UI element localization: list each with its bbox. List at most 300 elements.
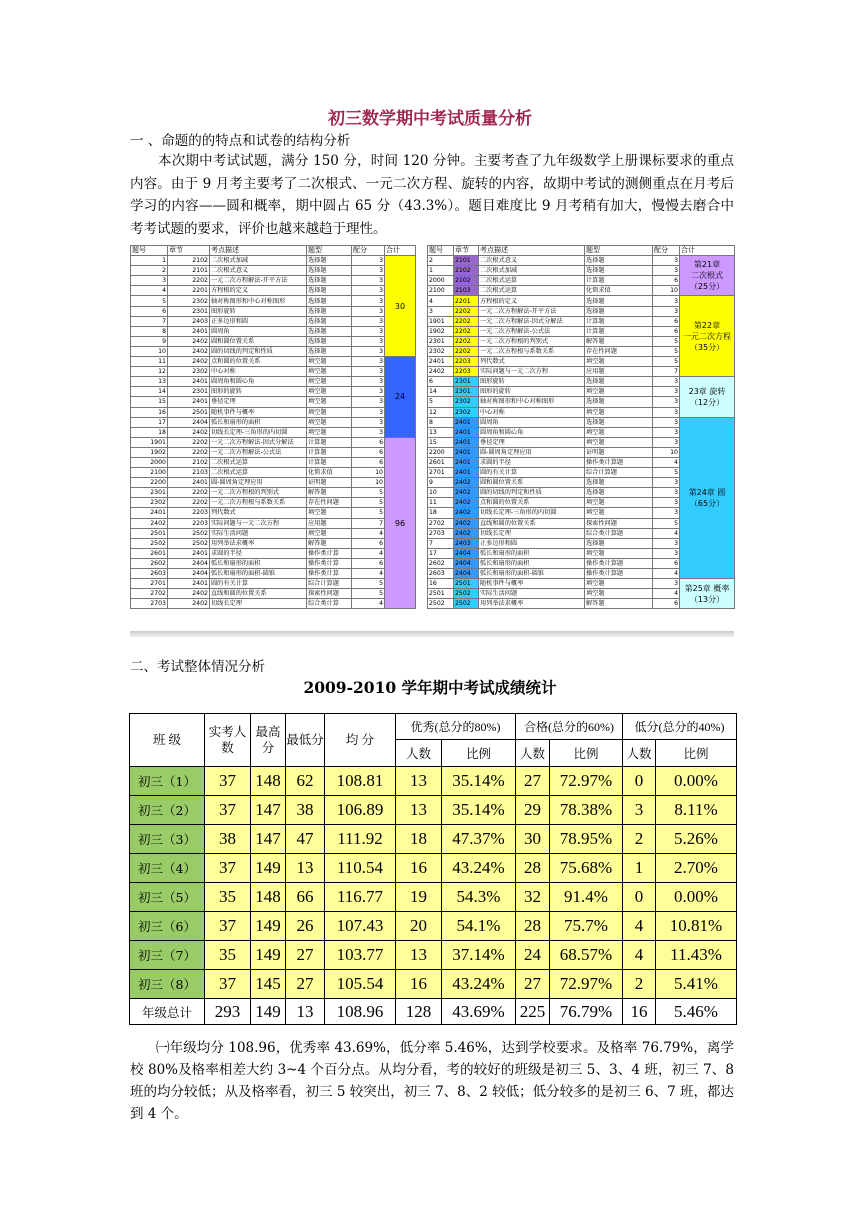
chapter-code: 2402: [454, 508, 479, 518]
excellent-ratio: 37.14%: [442, 941, 516, 970]
average-score: 107.43: [325, 912, 396, 941]
pass-count: 28: [516, 912, 550, 941]
question-row: [131, 498, 416, 508]
max-score: 149: [251, 854, 286, 883]
chapter-code: 2302: [168, 367, 210, 377]
question-row: [131, 397, 416, 407]
chapter-code: 2103: [168, 468, 210, 478]
question-number: 2702: [428, 518, 454, 528]
question-type: 填空题: [307, 407, 352, 417]
question-number: 14: [428, 387, 454, 397]
chapter-subtotal: [680, 256, 735, 296]
question-number: 2703: [131, 599, 168, 609]
question-type: 解答题: [307, 488, 352, 498]
question-row: [131, 306, 416, 316]
topic: 垂径定理: [210, 397, 307, 407]
chapter-code: 2202: [168, 437, 210, 447]
chapter-code: 2301: [168, 306, 210, 316]
points: 3: [352, 336, 385, 346]
pass-count: 28: [516, 854, 550, 883]
question-number: 2301: [131, 488, 168, 498]
topic: 用列举法求概率: [479, 599, 585, 609]
topic: 实际问题与一元二次方程: [210, 518, 307, 528]
student-count: 293: [205, 999, 251, 1025]
question-row: [428, 377, 735, 387]
points: 3: [352, 306, 385, 316]
chapter-subtotal-line: 第24章 圆: [688, 487, 726, 497]
question-type: 计算题: [585, 276, 653, 286]
subheader-ratio: 比例: [656, 740, 737, 767]
question-type: 选择题: [585, 478, 653, 488]
question-number: 2702: [131, 589, 168, 599]
pass-ratio: 72.97%: [550, 970, 623, 999]
topic: 直线和圆的位置关系: [210, 589, 307, 599]
points: 3: [352, 427, 385, 437]
points: 10: [653, 447, 680, 457]
question-type: 选择题: [307, 346, 352, 356]
min-score: 13: [286, 999, 325, 1025]
class-name: 年级总计: [130, 999, 205, 1025]
points: 4: [352, 528, 385, 538]
student-count: 37: [205, 854, 251, 883]
score-statistics-table: [129, 713, 737, 1025]
intro-paragraph: 本次期中考试试题，满分 150 分，时间 120 分钟。主要考查了九年级数学上册课标要求的重点内容。由于 9 月考主要考了二次根式、一元二次方程、旋转的内容，故期中考试的测侧重点在月考后学习的内容——圆和概率，期中圆占 65 分（43.3%）。题目难度比 9 月考稍有加大，慢慢去磨合中考考试题的要求，评价也越来越趋于理性。: [130, 153, 734, 237]
question-type: 选择题: [585, 256, 653, 266]
question-row: [428, 579, 735, 589]
chapter-subtotal-line: （12分）: [689, 397, 725, 407]
topic: 中心对称: [210, 367, 307, 377]
header-min: 最低分: [286, 714, 325, 767]
chapter-code: 2101: [454, 256, 479, 266]
pass-count: 32: [516, 883, 550, 912]
question-number: 2601: [428, 457, 454, 467]
pass-ratio: 75.7%: [550, 912, 623, 941]
chapter-code: 2202: [454, 336, 479, 346]
question-row: [131, 387, 416, 397]
points: 5: [653, 468, 680, 478]
question-type: 应用题: [585, 367, 653, 377]
points: 3: [352, 276, 385, 286]
question-number: 2402: [428, 367, 454, 377]
pass-count: 24: [516, 941, 550, 970]
student-count: 35: [205, 941, 251, 970]
points: 3: [653, 256, 680, 266]
question-number: 9: [428, 478, 454, 488]
chapter-code: 2403: [168, 316, 210, 326]
question-type: 操作类计算题: [585, 569, 653, 579]
student-count: 37: [205, 796, 251, 825]
excellent-count: 13: [396, 767, 442, 796]
low-count: 0: [623, 767, 656, 796]
question-number: 17: [428, 548, 454, 558]
topic: 切线长定理-三角形的内切圆: [479, 508, 585, 518]
column-header: 配分: [352, 246, 385, 256]
chapter-code: 2401: [168, 397, 210, 407]
section-1-heading: 一 、命题的的特点和试卷的结构分析: [130, 133, 351, 149]
min-score: 13: [286, 854, 325, 883]
question-type: 填空题: [585, 357, 653, 367]
excellent-count: 20: [396, 912, 442, 941]
excellent-ratio: 54.1%: [442, 912, 516, 941]
question-type: 填空题: [585, 579, 653, 589]
question-number: 16: [131, 407, 168, 417]
question-number: 1902: [428, 326, 454, 336]
section-2-heading: 二、考试整体情况分析: [130, 659, 265, 675]
excellent-ratio: 43.24%: [442, 970, 516, 999]
chapter-subtotal-line: （35分）: [689, 342, 725, 352]
topic: 二次根式加减: [210, 256, 307, 266]
question-row: [428, 256, 735, 266]
points: 3: [352, 367, 385, 377]
max-score: 149: [251, 999, 286, 1025]
points: 5: [352, 579, 385, 589]
question-number: 2302: [131, 498, 168, 508]
points: 5: [653, 357, 680, 367]
low-ratio: 5.41%: [656, 970, 737, 999]
chapter-subtotal: [680, 296, 735, 377]
question-row: [131, 377, 416, 387]
question-number: 11: [131, 357, 168, 367]
pass-ratio: 78.38%: [550, 796, 623, 825]
question-number: 8: [131, 326, 168, 336]
points: 3: [352, 387, 385, 397]
average-score: 106.89: [325, 796, 396, 825]
topic: 用列举法求概率: [210, 538, 307, 548]
question-number: 15: [131, 397, 168, 407]
question-type: 选择题: [585, 397, 653, 407]
question-row: [131, 569, 416, 579]
chapter-code: 2201: [168, 286, 210, 296]
average-score: 111.92: [325, 825, 396, 854]
question-type: 填空题: [585, 589, 653, 599]
excellent-count: 18: [396, 825, 442, 854]
points: 6: [653, 558, 680, 568]
chapter-code: 2101: [168, 266, 210, 276]
question-row: [131, 417, 416, 427]
topic: 求圆的半径: [210, 548, 307, 558]
chapter-code: 2401: [168, 478, 210, 488]
low-count: 2: [623, 970, 656, 999]
chapter-code: 2401: [168, 548, 210, 558]
low-count: 4: [623, 941, 656, 970]
topic: 实际生活问题: [210, 528, 307, 538]
topic: 圆的切线的判定和性质: [210, 346, 307, 356]
question-number: 2501: [131, 528, 168, 538]
points: 6: [352, 538, 385, 548]
question-type: 选择题: [307, 266, 352, 276]
question-type: 解答题: [307, 538, 352, 548]
points: 10: [653, 286, 680, 296]
question-number: 1: [131, 256, 168, 266]
question-table-by-chapter: [427, 245, 735, 609]
low-ratio: 0.00%: [656, 883, 737, 912]
question-type: 证明题: [585, 447, 653, 457]
class-name: 初三（4）: [130, 854, 205, 883]
points: 4: [352, 548, 385, 558]
pass-ratio: 91.4%: [550, 883, 623, 912]
topic: 一元二次方程根的判别式: [210, 488, 307, 498]
topic: 列代数式: [479, 357, 585, 367]
table-image-bottom-edge: [130, 631, 734, 637]
column-header: 合计: [385, 246, 416, 256]
class-row: [130, 883, 737, 912]
excellent-ratio: 35.14%: [442, 767, 516, 796]
question-number: 10: [428, 488, 454, 498]
question-type: 综合类计算: [307, 599, 352, 609]
question-number: 2401: [131, 508, 168, 518]
question-number: 7: [428, 538, 454, 548]
question-type: 选择题: [307, 336, 352, 346]
column-header: 题号: [131, 246, 168, 256]
points: 5: [352, 488, 385, 498]
chapter-subtotal-line: 23章 旋转: [688, 386, 726, 396]
topic: 弧长和扇形的面积-圆锥: [210, 569, 307, 579]
chapter-code: 2203: [168, 508, 210, 518]
question-type: 计算题: [585, 316, 653, 326]
class-row: [130, 796, 737, 825]
chapter-code: 2401: [168, 377, 210, 387]
question-type: 填空题: [585, 437, 653, 447]
question-number: 7: [131, 316, 168, 326]
points: 3: [653, 417, 680, 427]
question-number: 2603: [131, 569, 168, 579]
question-number: 5: [131, 296, 168, 306]
topic: 二次根式运算: [479, 286, 585, 296]
chapter-code: 2202: [168, 447, 210, 457]
points: 6: [653, 316, 680, 326]
question-type: 选择题: [585, 417, 653, 427]
question-number: 2301: [428, 336, 454, 346]
topic: 弧长和扇形的面积: [479, 558, 585, 568]
header-excellent: 优秀(总分的80%): [396, 714, 516, 740]
points: 3: [352, 407, 385, 417]
question-type: 填空题: [307, 367, 352, 377]
question-type: 计算题: [307, 457, 352, 467]
topic: 二次根式运算: [210, 457, 307, 467]
question-type: 计算题: [307, 447, 352, 457]
low-ratio: 0.00%: [656, 767, 737, 796]
points: 4: [653, 528, 680, 538]
chapter-code: 2402: [454, 498, 479, 508]
points: 3: [653, 407, 680, 417]
min-score: 26: [286, 912, 325, 941]
topic: 弧长和扇形的面积: [479, 548, 585, 558]
question-type: 解答题: [585, 336, 653, 346]
pass-ratio: 68.57%: [550, 941, 623, 970]
chapter-code: 2402: [454, 518, 479, 528]
pass-count: 29: [516, 796, 550, 825]
topic: 正多边形和圆: [479, 538, 585, 548]
points: 3: [352, 417, 385, 427]
question-number: 9: [131, 336, 168, 346]
chapter-code: 2202: [168, 488, 210, 498]
topic: 切线长定理: [210, 599, 307, 609]
topic: 中心对称: [479, 407, 585, 417]
question-type: 选择题: [307, 276, 352, 286]
points: 3: [352, 256, 385, 266]
question-number: 2000: [131, 457, 168, 467]
question-number: 2000: [428, 276, 454, 286]
question-row: [131, 437, 416, 447]
question-number: 1901: [428, 316, 454, 326]
chapter-code: 2401: [454, 437, 479, 447]
question-table-by-number: [130, 245, 416, 609]
points: 3: [352, 316, 385, 326]
question-number: 14: [131, 387, 168, 397]
chapter-subtotal-line: 一元二次方程: [683, 331, 731, 341]
chapter-code: 2401: [168, 579, 210, 589]
question-type: 填空题: [307, 377, 352, 387]
question-row: [131, 548, 416, 558]
chapter-code: 2402: [454, 478, 479, 488]
chapter-code: 2401: [454, 468, 479, 478]
points: 3: [352, 357, 385, 367]
points: 10: [352, 478, 385, 488]
low-ratio: 5.26%: [656, 825, 737, 854]
subheader-count: 人数: [516, 740, 550, 767]
topic: 二次根式意义: [479, 256, 585, 266]
question-number: 2200: [428, 447, 454, 457]
question-row: [131, 286, 416, 296]
question-row: [131, 346, 416, 356]
topic: 弧长和扇形的面积-圆锥: [479, 569, 585, 579]
topic: 弧长和扇形的面积: [210, 558, 307, 568]
chapter-code: 2404: [454, 569, 479, 579]
chapter-code: 2201: [454, 296, 479, 306]
topic: 一元二次方程解法-开平方法: [210, 276, 307, 286]
chapter-code: 2202: [454, 316, 479, 326]
class-row: [130, 941, 737, 970]
question-type: 选择题: [307, 306, 352, 316]
points: 4: [653, 569, 680, 579]
header-class: 班 级: [130, 714, 205, 767]
class-row: [130, 767, 737, 796]
student-count: 37: [205, 767, 251, 796]
question-number: 3: [428, 306, 454, 316]
points: 3: [653, 538, 680, 548]
class-name: 初三（2）: [130, 796, 205, 825]
question-type: 填空题: [307, 508, 352, 518]
chapter-subtotal-line: 二次根式: [691, 271, 723, 281]
topic: 切线长定理: [479, 528, 585, 538]
average-score: 108.81: [325, 767, 396, 796]
question-type: 应用题: [307, 518, 352, 528]
chapter-code: 2502: [168, 528, 210, 538]
question-row: [131, 296, 416, 306]
header-avg: 均 分: [325, 714, 396, 767]
chapter-code: 2202: [454, 326, 479, 336]
excellent-count: 128: [396, 999, 442, 1025]
low-ratio: 8.11%: [656, 796, 737, 825]
topic: 图形的旋转: [479, 387, 585, 397]
student-count: 37: [205, 912, 251, 941]
question-number: 2701: [428, 468, 454, 478]
chapter-code: 2501: [454, 579, 479, 589]
grade-total-row: [130, 999, 737, 1025]
subtotal-fill: 24: [385, 357, 416, 438]
chapter-code: 2404: [454, 548, 479, 558]
chapter-code: 2402: [168, 336, 210, 346]
class-row: [130, 970, 737, 999]
column-header: 考点描述: [210, 246, 307, 256]
question-row: [131, 599, 416, 609]
min-score: 47: [286, 825, 325, 854]
question-number: 18: [131, 427, 168, 437]
header-pass: 合格(总分的60%): [516, 714, 623, 740]
chapter-code: 2502: [454, 589, 479, 599]
question-number: 2502: [428, 599, 454, 609]
topic: 二次根式运算: [479, 276, 585, 286]
column-header: 题型: [307, 246, 352, 256]
question-row: [131, 367, 416, 377]
column-header: 合计: [680, 246, 735, 256]
analysis-paragraph: ㈠年级均分 108.96，优秀率 43.69%，低分率 5.46%，达到学校要求。及格率 76.79%，离学校 80%及格率相差大约 3~4 个百分点。从均分看，考的较好的班级是初三 5、3、4 班，初三 7、8 班的均分较低；从及格率看，初三 5 较突出，初三 7、8、2 较低；低分较多的是初三 6、7 班，都达到 4 个。: [130, 1040, 734, 1122]
question-number: 2100: [428, 286, 454, 296]
chapter-code: 2203: [454, 367, 479, 377]
class-name: 初三（8）: [130, 970, 205, 999]
class-name: 初三（1）: [130, 767, 205, 796]
question-number: 1: [428, 266, 454, 276]
topic: 二次根式加减: [479, 266, 585, 276]
question-row: [131, 579, 416, 589]
topic: 圆的切线的判定和性质: [479, 488, 585, 498]
topic: 一元二次方程解法-因式分解法: [479, 316, 585, 326]
topic: 圆的有关计算: [479, 468, 585, 478]
column-header: 章节: [168, 246, 210, 256]
question-number: 11: [428, 498, 454, 508]
average-score: 110.54: [325, 854, 396, 883]
question-type: 化简求值: [307, 468, 352, 478]
topic: 列代数式: [210, 508, 307, 518]
topic: 弧长和扇形的面积: [210, 417, 307, 427]
question-number: 5: [428, 397, 454, 407]
chapter-code: 2301: [454, 387, 479, 397]
points: 3: [653, 437, 680, 447]
pass-ratio: 75.68%: [550, 854, 623, 883]
header-low: 低分(总分的40%): [623, 714, 737, 740]
question-row: [131, 508, 416, 518]
question-row: [131, 518, 416, 528]
topic: 垂径定理: [479, 437, 585, 447]
points: 3: [653, 488, 680, 498]
pass-ratio: 76.79%: [550, 999, 623, 1025]
points: 6: [352, 447, 385, 457]
chapter-code: 2402: [454, 488, 479, 498]
max-score: 149: [251, 912, 286, 941]
question-row: [131, 538, 416, 548]
question-type: 选择题: [307, 256, 352, 266]
topic: 方程根的定义: [210, 286, 307, 296]
low-ratio: 2.70%: [656, 854, 737, 883]
chapter-code: 2302: [168, 296, 210, 306]
excellent-ratio: 43.24%: [442, 854, 516, 883]
chapter-code: 2401: [168, 326, 210, 336]
topic: 圆-圆周角定理应用: [210, 478, 307, 488]
topic: 圆和圆位置关系: [479, 478, 585, 488]
question-type: 填空题: [585, 548, 653, 558]
class-row: [130, 825, 737, 854]
points: 5: [352, 498, 385, 508]
class-row: [130, 912, 737, 941]
chapter-subtotal: [680, 579, 735, 609]
column-header: 考点描述: [479, 246, 585, 256]
subtotal-answer: 96: [385, 437, 416, 609]
topic: 轴对称图形和中心对称图形: [479, 397, 585, 407]
question-number: 17: [131, 417, 168, 427]
chapter-code: 2402: [168, 599, 210, 609]
question-number: 2703: [428, 528, 454, 538]
subtotal-choice: 30: [385, 256, 416, 357]
